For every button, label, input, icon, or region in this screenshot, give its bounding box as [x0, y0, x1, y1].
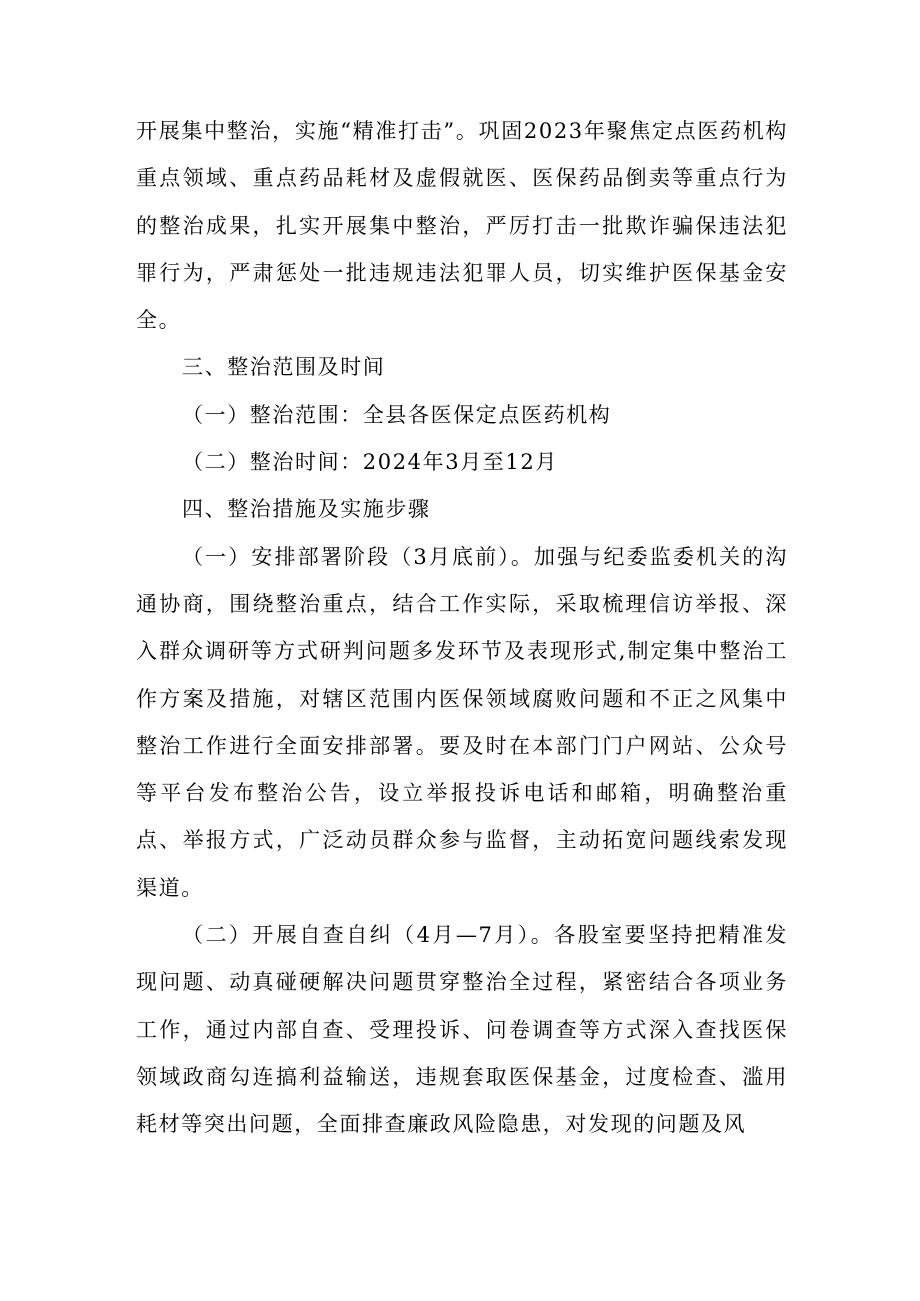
paragraph-consolidate-results: 开展集中整治，实施“精准打击”。巩固2023年聚焦定点医药机构重点领域、重点药品耗材及虚假就医、医保药品倒卖等重点行为的整治成果，扎实开展集中整治，严厉打击一批欺诈骗保违法犯罪行为，严肃惩处一批违规违法犯罪人员，切实维护医保基金安全。	[136, 119, 788, 333]
paragraph-deployment-stage: （一）安排部署阶段（3月底前）。加强与纪委监委机关的沟通协商，围绕整治重点，结合工作实际，采取梳理信访举报、深入群众调研等方式研判问题多发环节及表现形式,制定集中整治工作方案及措施，对辖区范围内医保领域腐败问题和不正之风集中整治工作进行全面安排部署。要及时在本部门门户网站、公众号等平台发布整治公告，设立举报投诉电话和邮箱，明确整治重点、举报方式，广泛动员群众参与监督，主动拓宽问题线索发现渠道。	[136, 544, 788, 900]
paragraph-self-inspection: （二）开展自查自纠（4月—7月）。各股室要坚持把精准发现问题、动真碰硬解决问题贯穿整治全过程，紧密结合各项业务工作，通过内部自查、受理投诉、问卷调查等方式深入查找医保领域政商勾连搞利益输送，违规套取医保基金，过度检查、滥用耗材等突出问题，全面排查廉政风险隐患，对发现的问题及风	[136, 923, 788, 1137]
paragraph-time: （二）整治时间：2024年3月至12月	[182, 450, 558, 475]
section-heading-measures-and-steps: 四、整治措施及实施步骤	[182, 497, 431, 522]
paragraph-scope: （一）整治范围：全县各医保定点医药机构	[182, 402, 612, 427]
section-heading-scope-and-time: 三、整治范围及时间	[182, 355, 386, 380]
